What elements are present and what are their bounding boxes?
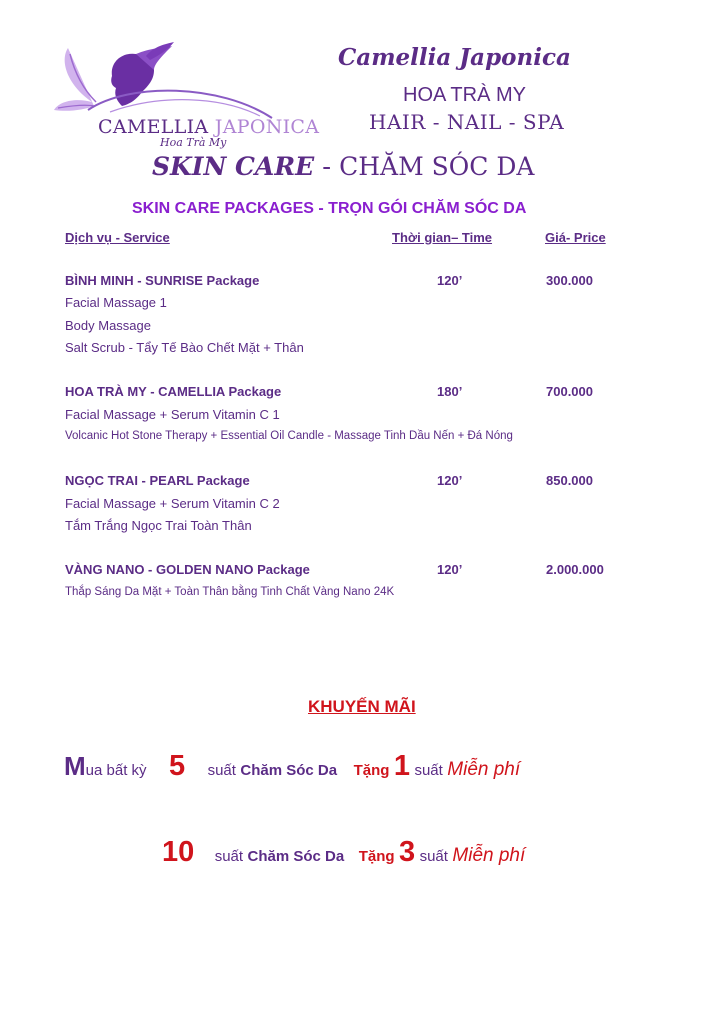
brand-subtitle: HOA TRÀ MY — [403, 84, 526, 106]
package-name: BÌNH MINH - SUNRISE Package — [65, 273, 260, 288]
promo-line-1: Mua bất kỳ 5 suất Chăm Sóc Da Tặng 1 suất Miễn phí — [64, 750, 521, 782]
logo — [50, 40, 320, 150]
package-name: VÀNG NANO - GOLDEN NANO Package — [65, 562, 310, 577]
package-item: Salt Scrub - Tẩy Tế Bào Chết Mặt + Thân — [65, 340, 304, 355]
package-time: 120’ — [437, 562, 463, 577]
header-service: Dịch vụ - Service — [65, 230, 170, 245]
package-name: HOA TRÀ MY - CAMELLIA Package — [65, 384, 282, 399]
logo-wordmark: CAMELLIA JAPONICA — [98, 116, 320, 138]
package-item: Body Massage — [65, 318, 151, 333]
header-price: Giá- Price — [545, 230, 606, 245]
package-item: Tắm Trắng Ngọc Trai Toàn Thân — [65, 518, 252, 533]
package-item: Thắp Sáng Da Mặt + Toàn Thân bằng Tinh Chất Vàng Nano 24K — [65, 586, 395, 598]
package-time: 180’ — [437, 384, 463, 399]
package-time: 120’ — [437, 473, 463, 488]
package-name: NGỌC TRAI - PEARL Package — [65, 473, 250, 488]
header-time: Thời gian– Time — [392, 230, 493, 245]
promo-title: KHUYẾN MÃI — [308, 697, 416, 716]
package-price: 700.000 — [546, 384, 593, 399]
brand-tagline: HAIR - NAIL - SPA — [369, 110, 565, 134]
package-price: 850.000 — [546, 473, 593, 488]
page-title: SKIN CARE - CHĂM SÓC DA — [152, 152, 535, 181]
package-item: Volcanic Hot Stone Therapy + Essential Oil Candle - Massage Tinh Dầu Nến + Đá Nóng — [65, 430, 513, 442]
logo-tagline: Hoa Trà My — [160, 136, 227, 149]
package-price: 2.000.000 — [546, 562, 604, 577]
promo-line-2: 10 suất Chăm Sóc Da Tặng 3 suất Miễn phí — [162, 836, 526, 868]
package-time: 120’ — [437, 273, 463, 288]
package-item: Facial Massage 1 — [65, 295, 167, 310]
brand-name: Camellia Japonica — [338, 44, 571, 71]
package-price: 300.000 — [546, 273, 593, 288]
section-title: SKIN CARE PACKAGES - TRỌN GÓI CHĂM SÓC DA — [132, 200, 527, 217]
package-item: Facial Massage + Serum Vitamin C 2 — [65, 496, 280, 511]
package-item: Facial Massage + Serum Vitamin C 1 — [65, 407, 280, 422]
